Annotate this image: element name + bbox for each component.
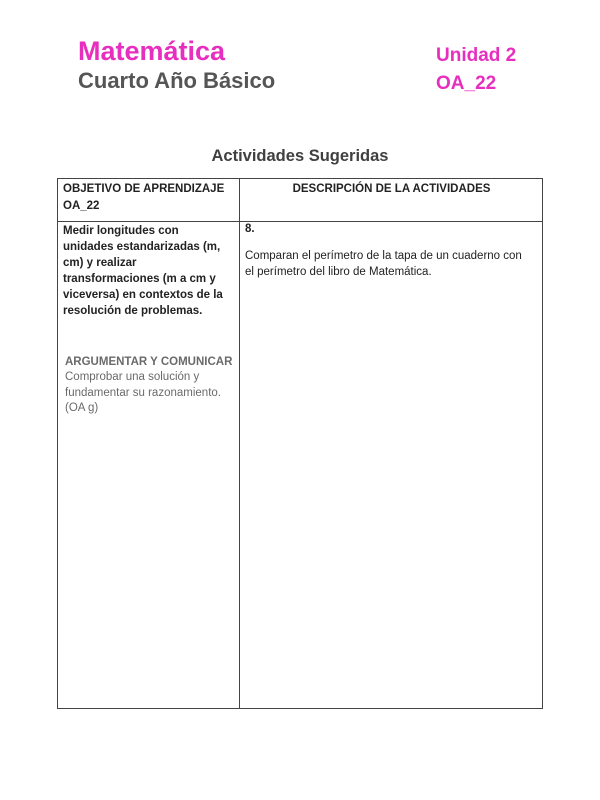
subject-title: Matemática: [78, 36, 226, 66]
activity-line: Comparan el perímetro de la tapa de un cuaderno con: [245, 250, 522, 262]
objective-line: transformaciones (m a cm y: [63, 273, 216, 285]
objective-line: Medir longitudes con: [63, 225, 179, 237]
objective-line: viceversa) en contextos de la: [63, 289, 223, 301]
objective-header-line: OBJETIVO DE APRENDIZAJE: [63, 183, 225, 195]
skill-title: ARGUMENTAR Y COMUNICAR: [65, 356, 233, 368]
grade-title: Cuarto Año Básico: [78, 68, 276, 93]
objective-header-code: OA_22: [63, 200, 100, 212]
activity-line: el perímetro del libro de Matemática.: [245, 266, 432, 278]
row-divider: [58, 221, 542, 222]
skill-line: fundamentar su razonamiento.: [65, 386, 221, 399]
section-title: Actividades Sugeridas: [211, 147, 389, 165]
objective-text: [63, 223, 237, 319]
activity-description: [245, 248, 541, 280]
skill-line: Comprobar una solución y: [65, 371, 200, 383]
unit-label: Unidad 2: [436, 45, 517, 66]
objective-line: resolución de problemas.: [63, 305, 203, 317]
objective-line: unidades estandarizadas (m,: [63, 241, 221, 253]
activity-number: 8.: [245, 223, 255, 235]
description-column-header: DESCRIPCIÓN DE LA ACTIVIDADES: [292, 183, 491, 195]
objective-code-label: OA_22: [436, 73, 497, 94]
column-divider: [239, 179, 240, 708]
activities-table: [57, 178, 543, 709]
skill-line: (OA g): [65, 402, 99, 414]
skill-block: [65, 354, 237, 417]
objective-column-header: [63, 181, 235, 215]
objective-line: cm) y realizar: [63, 257, 137, 269]
